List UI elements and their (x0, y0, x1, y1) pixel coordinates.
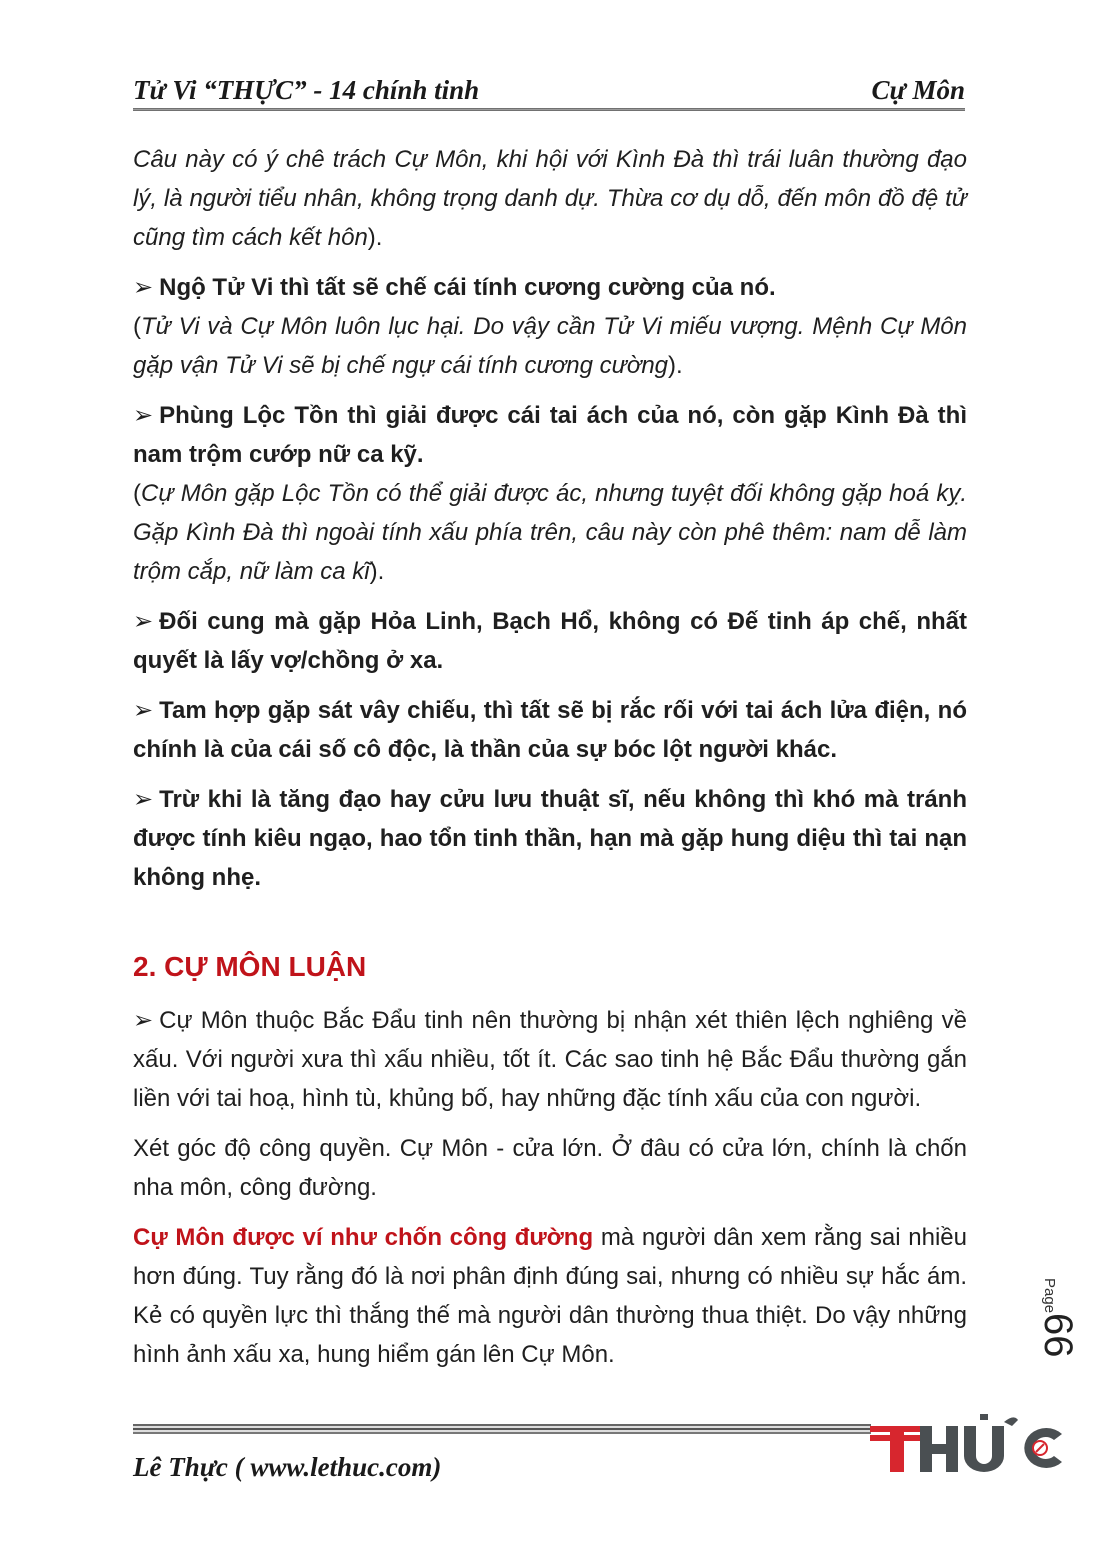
list-item (133, 691, 967, 769)
list-item: ➢ Ngộ Tử Vi thì tất sẽ chế cái tính cương cường của nó. (Tử Vi và Cự Môn luôn lục hại. Do vậy cần Tử Vi miếu vượng. Mệnh Cự Môn gặp vận Tử Vi sẽ bị chế ngự cái tính cương cường). (133, 274, 967, 379)
header-book-title: Tử Vi “THỰC” - 14 chính tinh (133, 75, 480, 105)
arrow-bullet-icon: ➢ (133, 608, 154, 635)
list-item (133, 780, 967, 897)
section-paragraph: ➢ Cự Môn thuộc Bắc Đẩu tinh nên thường bị nhận xét thiên lệch nghiêng về xấu. Với người xưa thì xấu nhiều, tốt ít. Các sao tinh hệ Bắc Đẩu thường gắn liền với tai hoạ, hình tù, khủng bố, hay những đặc tính xấu của con người. (133, 1007, 967, 1112)
section-paragraph: Xét góc độ công quyền. Cự Môn - cửa lớn. Ở đâu có cửa lớn, chính là chốn nha môn, công đường. (133, 1135, 967, 1201)
item-title: Phùng Lộc Tồn thì giải được cái tai ách của nó, còn gặp Kình Đà thì nam trộm cướp nữ ca kỹ. (133, 402, 967, 468)
thuc-logo (868, 1412, 1068, 1474)
page-content (133, 140, 967, 1385)
arrow-bullet-icon: ➢ (133, 402, 154, 429)
item-title: Tam hợp gặp sát vây chiếu, thì tất sẽ bị rắc rối với tai ách lửa điện, nó chính là của cái số cô độc, là thần của sự bóc lột người khác. (133, 697, 967, 763)
item-title: Trừ khi là tăng đạo hay cửu lưu thuật sĩ, nếu không thì khó mà tránh được tính kiêu ngạo, hao tổn tinh thần, hạn mà gặp hung diệu thì tai nạn không nhẹ. (133, 786, 967, 891)
footer-author: Lê Thực ( www.lethuc.com) (133, 1452, 442, 1482)
page-number-value: 66 (1036, 1313, 1080, 1358)
list-item (133, 602, 967, 680)
header-chapter-title: Cự Môn (871, 75, 965, 105)
highlight-phrase: Cự Môn được ví như chốn công đường (133, 1224, 594, 1251)
list-item: ➢ Phùng Lộc Tồn thì giải được cái tai ách của nó, còn gặp Kình Đà thì nam trộm cướp nữ ca kỹ. (Cự Môn gặp Lộc Tồn có thể giải được ác, nhưng tuyệt đối không gặp hoá kỵ. Gặp Kình Đà thì ngoài tính xấu phía trên, câu này còn phê thêm: nam dễ làm trộm cắp, nữ làm ca kĩ). (133, 402, 967, 585)
page-label: Page (1041, 1278, 1058, 1314)
header-rule (133, 108, 965, 111)
item-title: Đối cung mà gặp Hỏa Linh, Bạch Hổ, không có Đế tinh áp chế, nhất quyết là lấy vợ/chồng ở xa. (133, 608, 967, 674)
section-paragraph: Cự Môn được ví như chốn công đường mà người dân xem rằng sai nhiều hơn đúng. Tuy rằng đó là nơi phân định đúng sai, nhưng có nhiều sự hắc ám. Kẻ có quyền lực thì thắng thế mà người dân thường thua thiệt. Do vậy những hình ảnh xấu xa, hung hiểm gán lên Cự Môn. (133, 1224, 967, 1368)
intro-paragraph: Câu này có ý chê trách Cự Môn, khi hội với Kình Đà thì trái luân thường đạo lý, là người tiểu nhân, không trọng danh dự. Thừa cơ dụ dỗ, đến môn đồ đệ tử cũng tìm cách kết hôn). (133, 146, 967, 251)
arrow-bullet-icon: ➢ (133, 1007, 154, 1034)
item-title: Ngộ Tử Vi thì tất sẽ chế cái tính cương cường của nó. (159, 274, 776, 301)
footer-rule (133, 1424, 871, 1434)
arrow-bullet-icon: ➢ (133, 274, 154, 301)
page-number (1020, 1272, 1080, 1372)
item-note: Cự Môn gặp Lộc Tồn có thể giải được ác, nhưng tuyệt đối không gặp hoá kỵ. Gặp Kình Đà thì ngoài tính xấu phía trên, câu này còn phê thêm: nam dễ làm trộm cắp, nữ làm ca kĩ (133, 480, 967, 585)
page-header (133, 62, 965, 106)
arrow-bullet-icon: ➢ (133, 786, 154, 813)
arrow-bullet-icon: ➢ (133, 697, 154, 724)
item-note: Tử Vi và Cự Môn luôn lục hại. Do vậy cần Tử Vi miếu vượng. Mệnh Cự Môn gặp vận Tử Vi sẽ bị chế ngự cái tính cương cường (133, 313, 967, 379)
section-heading: 2. CỰ MÔN LUẬN (133, 951, 367, 982)
